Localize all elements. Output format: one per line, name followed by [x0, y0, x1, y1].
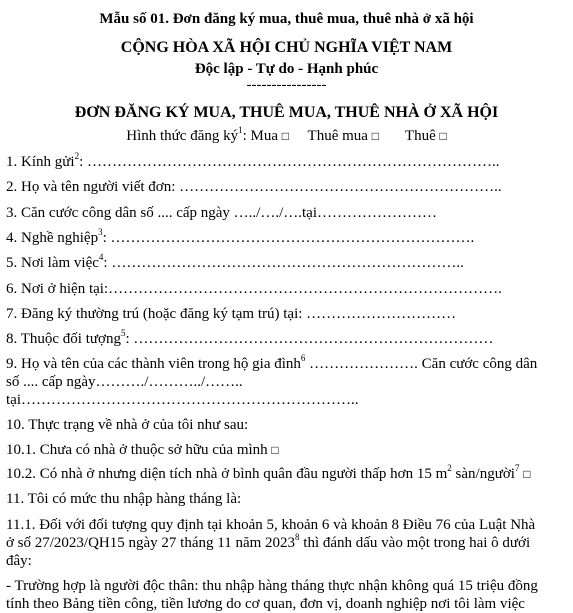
item-single-income-line1: - Trường hợp là người độc thân: thu nhập hàng tháng thực nhận không quá 15 triệu đồng	[6, 578, 538, 594]
field-applicant-name: 2. Họ và tên người viết đơn: ………………………………………………………..	[6, 179, 502, 195]
national-title: CỘNG HÒA XÃ HỘI CHỦ NGHĨA VIỆT NAM	[120, 39, 453, 56]
field-household-members-line2: số .... cấp ngày………./………../……..	[6, 374, 243, 390]
field-permanent-residence: 7. Đăng ký thường trú (hoặc đăng ký tạm trú) tại: …………………………	[6, 306, 457, 322]
field-recipient: 1. Kính gửi$^2$: ………………………………………………………………………..	[6, 151, 500, 170]
field-workplace: 5. Nơi làm việc$^4$: ……………………………………………………………..	[6, 252, 464, 271]
field-household-members: 9. Họ và tên của các thành viên trong hộ gia đình$^6$ …………………. Căn cước công dân	[6, 353, 538, 372]
item-income-rule-line2: ở số 27/2023/QH15 ngày 27 tháng 11 năm 2023$^8$ thì đánh dấu vào một trong hai ô dưới	[6, 532, 531, 551]
field-current-residence: 6. Nơi ở hiện tại:…………………………………………………………………….	[6, 281, 502, 297]
motto-underline: ----------------	[246, 77, 327, 93]
field-household-members-line3: tại…………………………………………………………..	[6, 392, 359, 408]
field-occupation: 4. Nghề nghiệp$^3$: ……………………………………………………………….	[6, 227, 475, 246]
item-single-income-line2: tính theo Bảng tiền công, tiền lương do cơ quan, đơn vị, doanh nghiệp nơi tôi làm việc	[6, 596, 525, 612]
item-small-house: 10.2. Có nhà ở nhưng diện tích nhà ở bình quân đầu người thấp hơn 15 $m^2$ sàn/người$^7$ □	[6, 463, 531, 482]
application-title: ĐƠN ĐĂNG KÝ MUA, THUÊ MUA, THUÊ NHÀ Ở XÃ HỘI	[74, 104, 499, 121]
option-rent-checkbox[interactable]: □	[439, 129, 447, 143]
item-income-rule-line1: 11.1. Đối với đối tượng quy định tại khoản 5, khoản 6 và khoản 8 Điều 76 của Luật Nhà	[6, 517, 536, 533]
option-buy-label: Mua	[250, 128, 279, 144]
section-income: 11. Tôi có mức thu nhập hàng tháng là:	[6, 491, 242, 507]
no-house-checkbox[interactable]: □	[271, 443, 279, 457]
field-beneficiary-group: 8. Thuộc đối tượng$^5$: ………………………………………………………………	[6, 328, 494, 347]
item-no-house: 10.1. Chưa có nhà ở thuộc sở hữu của mình □	[6, 442, 279, 458]
option-buy-checkbox[interactable]: □	[281, 129, 290, 143]
option-lease-purchase-checkbox[interactable]: □	[371, 129, 379, 143]
field-citizen-id: 3. Căn cước công dân số .... cấp ngày …../…./….tại……………………	[6, 205, 437, 221]
option-lease-purchase-label: Thuê mua	[307, 128, 368, 144]
form-number-title: Mẫu số 01. Đơn đăng ký mua, thuê mua, thuê nhà ở xã hội	[99, 11, 474, 27]
small-house-checkbox[interactable]: □	[523, 467, 531, 481]
registration-form-line: Hình thức đăng $ký^1$: Mua □ Thuê mua □ Thuê □	[126, 125, 447, 144]
option-rent-label: Thuê	[404, 128, 436, 144]
registration-form-label: Hình thức đăng ký	[126, 128, 239, 144]
item-income-rule-line3: đây:	[6, 553, 32, 569]
section-housing-status: 10. Thực trạng về nhà ở của tôi như sau:	[6, 417, 249, 433]
motto: Độc lập - Tự do - Hạnh phúc	[194, 61, 379, 77]
